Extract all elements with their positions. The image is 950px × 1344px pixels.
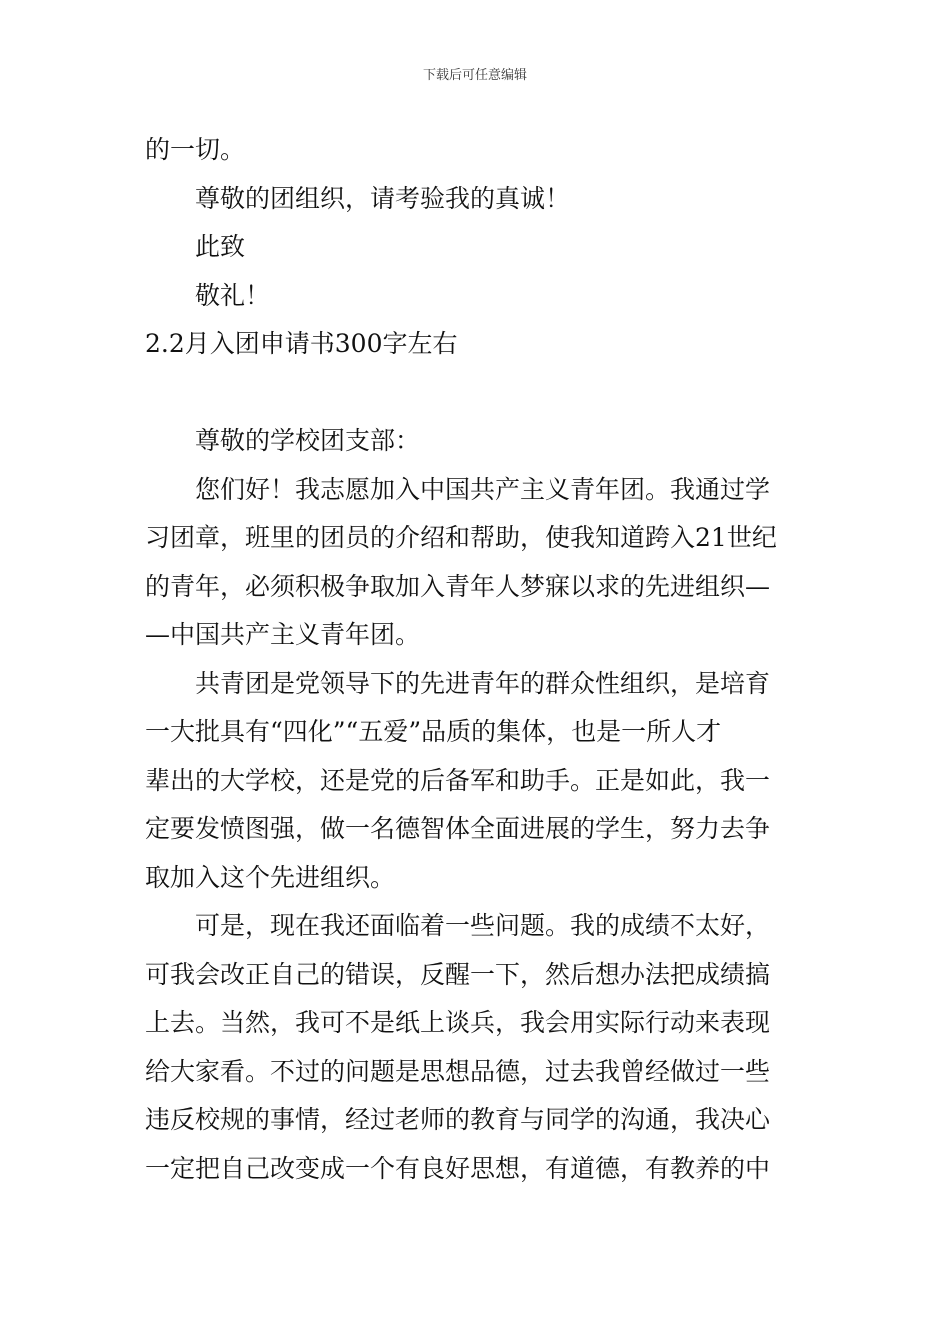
text-line: 取加入这个先进组织。: [145, 862, 396, 892]
text-line: 您们好！我志愿加入中国共产主义青年团。我通过学: [195, 474, 771, 504]
text-line: 敬礼！: [195, 280, 271, 310]
text-line: 定要发愤图强，做一名德智体全面进展的学生，努力去争: [145, 814, 771, 843]
text-line: 尊敬的学校团支部：: [195, 426, 421, 455]
text-line: 共青团是党领导下的先进青年的群众性组织，是培育: [195, 668, 771, 698]
text-line: 一大批具有“四化”“五爱”品质的集体，也是一所人才: [145, 717, 722, 746]
document-body: [145, 126, 810, 1193]
text-line: 此致: [195, 232, 246, 261]
text-line: 可是，现在我还面临着一些问题。我的成绩不太好，: [195, 911, 771, 940]
text-line: 的一切。: [145, 135, 246, 164]
text-line: 一定把自己改变成一个有良好思想，有道德，有教养的中: [145, 1153, 771, 1183]
text-line: 的青年，必须积极争取加入青年人梦寐以求的先进组织—: [145, 571, 771, 601]
text-line: 辈出的大学校，还是党的后备军和助手。正是如此，我一: [145, 765, 771, 795]
text-line: 2.2月入团申请书300字左右: [145, 329, 458, 358]
page-header: 下载后可任意编辑: [422, 68, 527, 83]
text-line: —中国共产主义青年团。: [145, 620, 421, 649]
text-line: 上去。当然，我可不是纸上谈兵，我会用实际行动来表现: [145, 1008, 771, 1037]
text-line: 尊敬的团组织，请考验我的真诚！: [195, 183, 571, 213]
text-line: 可我会改正自己的错误，反醒一下，然后想办法把成绩搞: [145, 959, 771, 989]
blank-line: [145, 369, 810, 418]
text-line: 习团章，班里的团员的介绍和帮助，使我知道跨入21世纪: [145, 523, 777, 552]
text-line: 给大家看。不过的问题是思想品德，过去我曾经做过一些: [145, 1056, 771, 1086]
text-line: 违反校规的事情，经过老师的教育与同学的沟通，我决心: [145, 1105, 771, 1134]
